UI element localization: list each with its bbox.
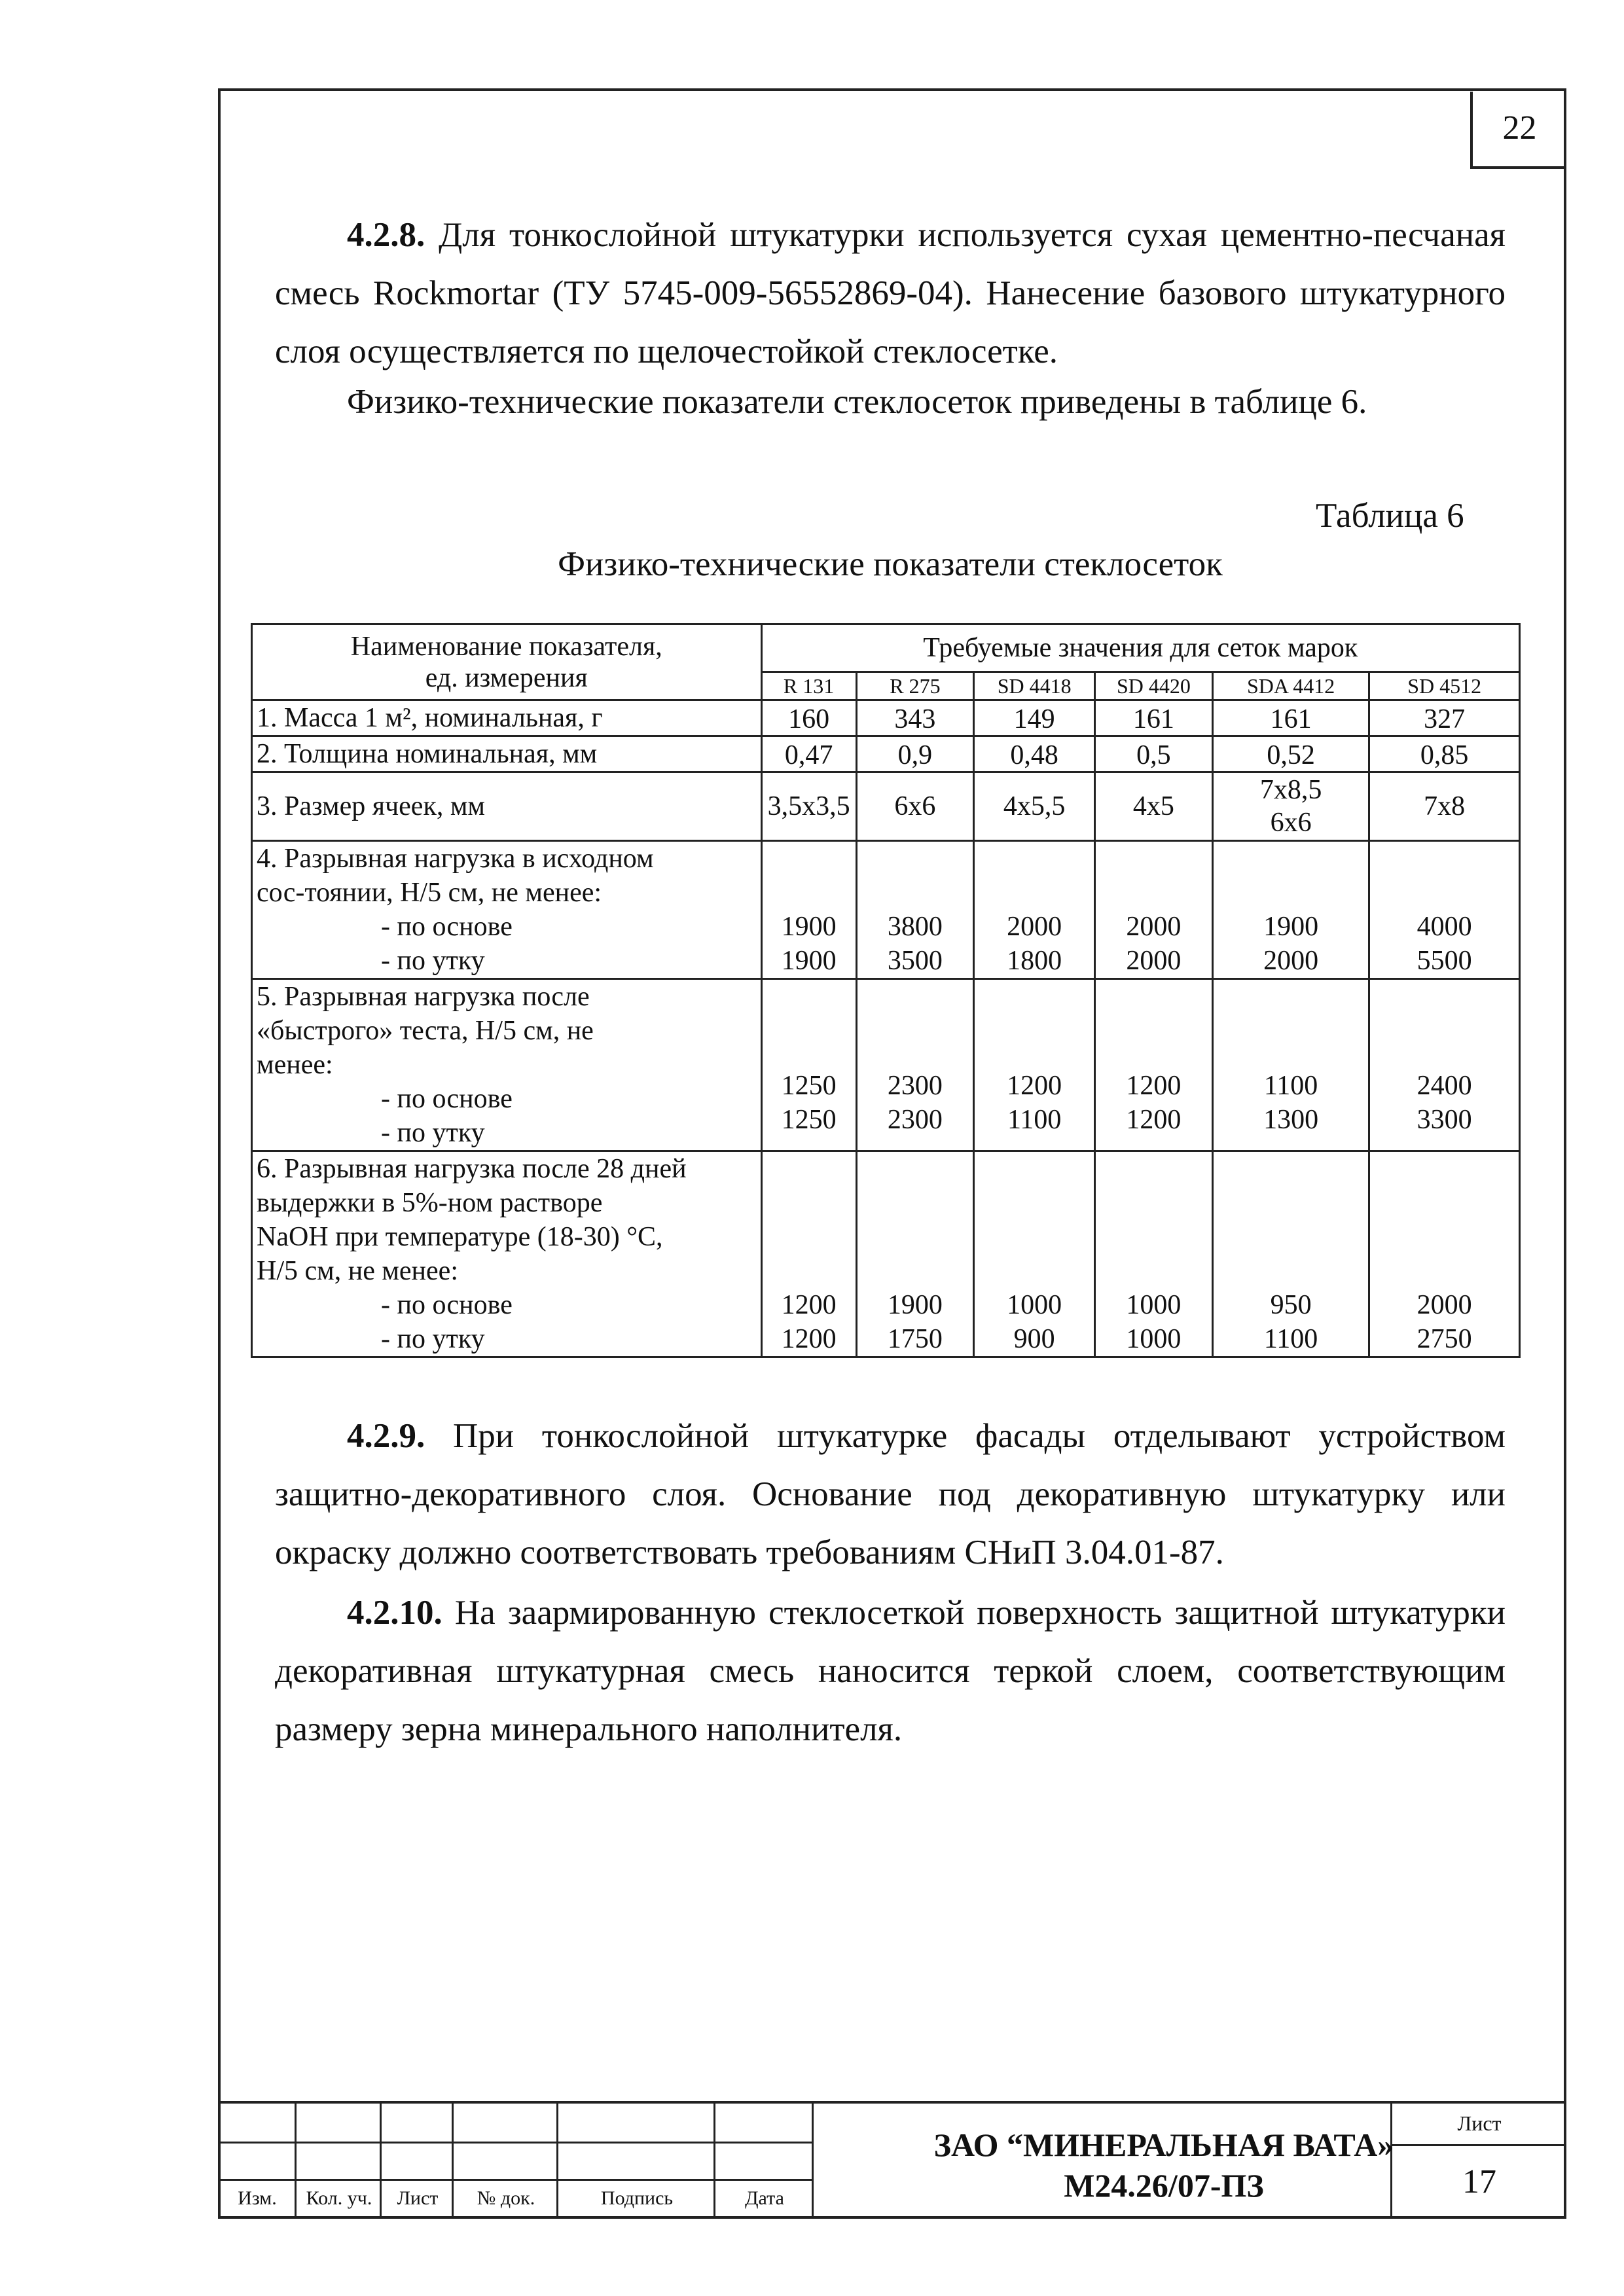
value-line: 4000 [1416,912,1472,942]
value-cell: 0,5 [1095,736,1213,772]
header-values-cell: Требуемые значения для сеток марок [761,624,1519,672]
value-cell [761,841,856,979]
brand-cell: R 131 [761,672,856,700]
clause-number: 4.2.8. [347,216,425,254]
row-name-line: 6. Разрывная нагрузка после 28 дней [257,1154,687,1184]
value-cell [1212,1151,1369,1357]
value-cell [974,979,1095,1151]
value-line: 1100 [1007,1105,1062,1135]
row-name [252,841,762,979]
stamp-row-line [218,2142,814,2144]
value-line: 1250 [781,1105,837,1135]
brand-cell: SD 4512 [1369,672,1520,700]
row-name [252,979,762,1151]
value-line: 1750 [887,1324,943,1354]
value-line: 2000 [1007,912,1062,942]
value-cell [856,1151,974,1357]
clause-number: 4.2.10. [347,1594,442,1632]
value-line: 950 [1270,1290,1312,1320]
value-line: 1100 [1263,1324,1318,1354]
value-cell [1095,1151,1213,1357]
row-name [252,1151,762,1357]
clause-text: Для тонкослойной штукатурки используется сухая цементно-песчаная смесь Rockmortar (ТУ 5745-009-56552869-04). Нанесение базового штукатурного слоя осуществляется по щелочестойкой стеклосетке. [275,216,1506,370]
row-name-line: Н/5 см, не менее: [257,1256,458,1286]
top-page-number: 22 [1470,92,1566,169]
value-line: 1100 [1263,1071,1318,1101]
paragraph-4-2-9 [275,1407,1506,1582]
value-cell [856,841,974,979]
brand-cell: R 275 [856,672,974,700]
value-cell: 343 [856,700,974,736]
value-cell: 0,48 [974,736,1095,772]
row-sub-label: - по основе [381,1084,513,1114]
row-name-line: 5. Разрывная нагрузка после [257,982,590,1012]
row-sub-label: - по утку [381,1324,485,1354]
value-line: 2300 [887,1071,943,1101]
value-cell: 327 [1369,700,1520,736]
value-line: 2000 [1126,912,1182,942]
value-line: 1000 [1126,1324,1182,1354]
sheet-number: 17 [1462,2163,1496,2200]
value-line: 1250 [781,1071,837,1101]
value-line: 900 [1013,1324,1055,1354]
mesh-parameters-table [251,623,1521,1358]
value-line: 1900 [781,946,837,976]
table-row [252,772,1520,841]
header-name-line: ед. измерения [425,662,588,693]
row-name: 3. Размер ячеек, мм [252,772,762,841]
clause-number: 4.2.9. [347,1417,425,1455]
value-cell [1369,979,1520,1151]
value-line: 3800 [887,912,943,942]
value-cell-two-line [1212,772,1369,841]
value-line: 1200 [781,1324,837,1354]
value-line: 2400 [1416,1071,1472,1101]
value-line: 1900 [1263,912,1319,942]
value-line: 2750 [1416,1324,1472,1354]
clause-text: На заармированную стеклосеткой поверхность защитной штукатурки декоративная штукатурная смесь наносится теркой слоем, соответствующим размеру зерна минерального наполнителя. [275,1594,1506,1748]
value-cell [974,1151,1095,1357]
value-line: 1800 [1007,946,1062,976]
paragraph-4-2-10 [275,1584,1506,1759]
value-cell: 7х8 [1369,772,1520,841]
stamp-label: Лист [397,2187,439,2209]
value-line: 2000 [1126,946,1182,976]
stamp-row-line [218,2179,814,2181]
table-row [252,700,1520,736]
header-name-line: Наименование показателя, [350,631,662,662]
value-cell [1369,1151,1520,1357]
value-line: 1200 [1126,1071,1182,1101]
value-line: 1000 [1007,1290,1062,1320]
stamp-label: Подпись [600,2187,674,2209]
value-cell [1212,841,1369,979]
value-line: 6х6 [1270,808,1312,838]
row-name-line: NaOH при температуре (18-30) °С, [257,1222,663,1252]
value-cell [1212,979,1369,1151]
value-line: 3500 [887,946,943,976]
row-name: 2. Толщина номинальная, мм [252,736,762,772]
value-cell [1095,841,1213,979]
value-cell: 161 [1095,700,1213,736]
value-cell [1369,841,1520,979]
value-line: 1900 [887,1290,943,1320]
table-title: Физико-технические показатели стеклосеток [558,545,1223,583]
brand-cell: SDA 4412 [1212,672,1369,700]
row-sub-label: - по утку [381,1118,485,1148]
stamp-label: № док. [477,2187,535,2209]
document-code: М24.26/07-ПЗ [1064,2167,1264,2204]
row-name-line: сос-тоянии, Н/5 см, не менее: [257,878,602,908]
value-cell: 149 [974,700,1095,736]
row-sub-label: - по утку [381,946,485,976]
value-cell: 3,5х3,5 [761,772,856,841]
value-cell: 0,52 [1212,736,1369,772]
value-cell: 4х5,5 [974,772,1095,841]
value-cell [856,979,974,1151]
value-cell: 0,85 [1369,736,1520,772]
value-cell: 6х6 [856,772,974,841]
value-line: 1200 [1126,1105,1182,1135]
row-name-line: менее: [257,1050,333,1080]
value-line: 5500 [1416,946,1472,976]
table-row [252,841,1520,979]
value-line: 1900 [781,912,837,942]
table-row [252,1151,1520,1357]
row-name-line: «быстрого» теста, Н/5 см, не [257,1016,594,1046]
row-sub-label: - по основе [381,912,513,942]
value-cell [761,979,856,1151]
value-cell: 4х5 [1095,772,1213,841]
value-line: 1300 [1263,1105,1319,1135]
brand-cell: SD 4420 [1095,672,1213,700]
value-line: 3300 [1416,1105,1472,1135]
value-cell [974,841,1095,979]
value-line: 2300 [887,1105,943,1135]
value-line: 1000 [1126,1290,1182,1320]
paragraph-4-2-8 [275,206,1506,381]
header-name-cell [252,624,762,700]
value-cell: 0,47 [761,736,856,772]
value-cell [761,1151,856,1357]
value-cell [1095,979,1213,1151]
stamp-label: Изм. [238,2187,277,2209]
table-row [252,736,1520,772]
value-line: 2000 [1263,946,1319,976]
value-line: 2000 [1416,1290,1472,1320]
sheet-label: Лист [1457,2111,1502,2135]
table-label: Таблица 6 [1316,497,1464,535]
value-line: 1200 [1007,1071,1062,1101]
row-sub-label: - по основе [381,1290,513,1320]
value-cell: 160 [761,700,856,736]
organization-name: ЗАО “МИНЕРАЛЬНАЯ ВАТА» [933,2126,1394,2163]
row-name-line: 4. Разрывная нагрузка в исходном [257,844,654,874]
value-cell: 161 [1212,700,1369,736]
table-row [252,979,1520,1151]
row-name: 1. Масса 1 м², номинальная, г [252,700,762,736]
value-line: 1200 [781,1290,837,1320]
paragraph-table-reference: Физико-технические показатели стеклосеток приведены в таблице 6. [347,383,1367,421]
clause-text: При тонкослойной штукатурке фасады отделывают устройством защитно-декоративного слоя. Основание под декоративную штукатурку или окраску должно соответствовать требованиям СНиП 3.04.01-87. [275,1417,1506,1571]
brand-cell: SD 4418 [974,672,1095,700]
value-line: 7х8,5 [1259,775,1322,805]
value-cell: 0,9 [856,736,974,772]
table-header-row [252,624,1520,672]
row-name-line: выдержки в 5%-ном растворе [257,1188,603,1218]
stamp-label: Дата [745,2187,784,2209]
stamp-label: Кол. уч. [306,2187,372,2209]
title-block [218,2101,1566,2219]
